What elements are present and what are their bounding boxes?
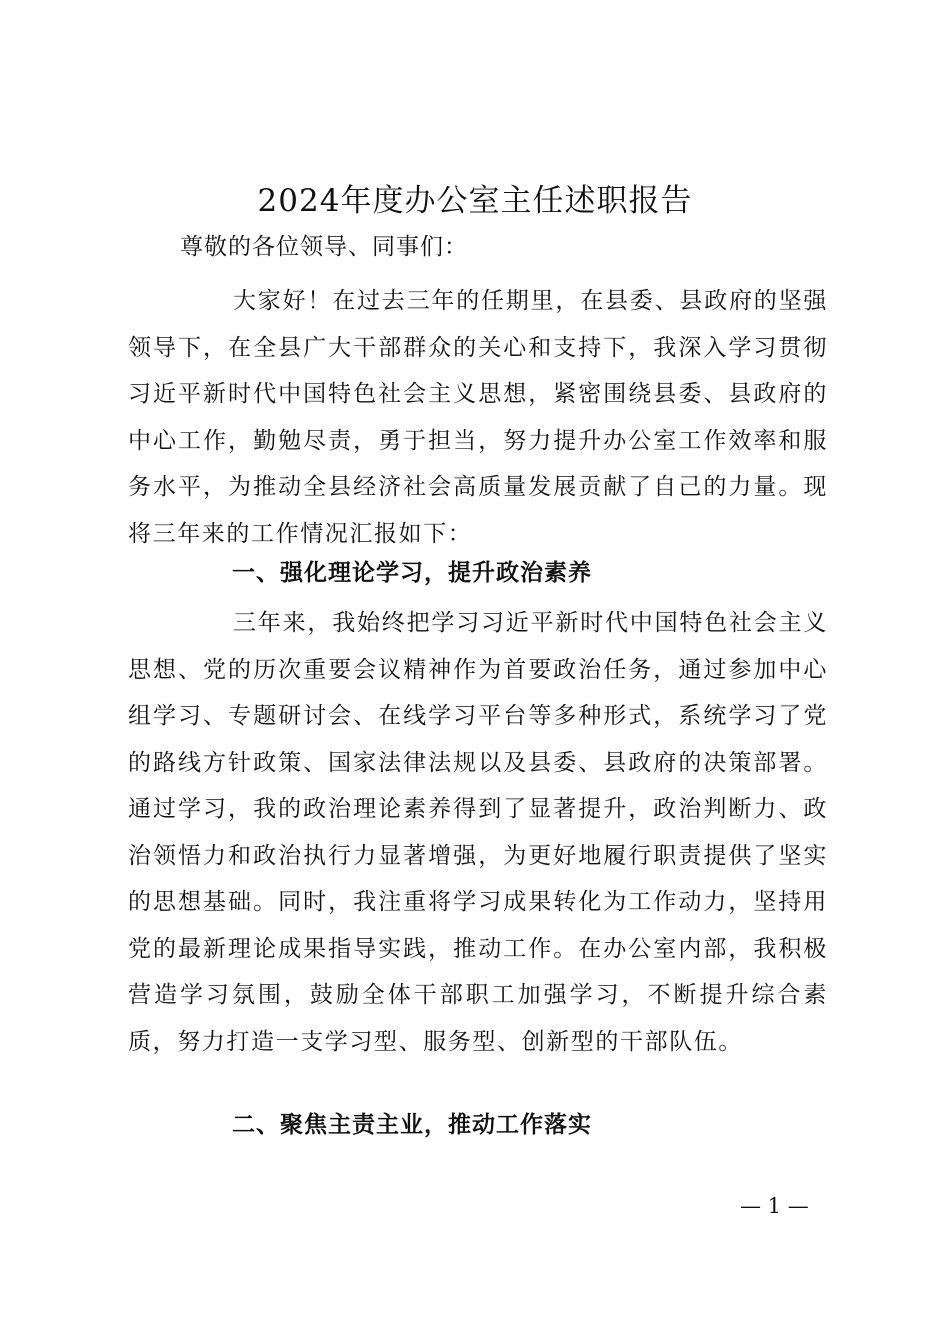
document-title: 2024年度办公室主任述职报告 xyxy=(257,183,693,219)
section-heading-2: 二、聚焦主责主业，推动工作落实 xyxy=(232,1112,592,1138)
section-heading-1: 一、强化理论学习，提升政治素养 xyxy=(232,560,592,586)
section-paragraph-1: 三年来，我始终把学习习近平新时代中国特色社会主义思想、党的历次重要会议精神作为首要政治任务，通过参加中心组学习、专题研讨会、在线学习平台等多种形式，系统学习了党的路线方针政策、国家法律法规以及县委、县政府的决策部署。通过学习，我的政治理论素养得到了显著提升，政治判断力、政治领悟力和政治执行力显著增强，为更好地履行职责提供了坚实的思想基础。同时，我注重将学习成果转化为工作动力，坚持用党的最新理论成果指导实践，推动工作。在办公室内部，我积极营造学习氛围，鼓励全体干部职工加强学习，不断提升综合素质，努力打造一支学习型、服务型、创新型的干部队伍。 xyxy=(128,610,828,1055)
page-number: — 1 — xyxy=(740,1194,809,1218)
salutation: 尊敬的各位领导、同事们： xyxy=(180,234,468,260)
intro-paragraph: 大家好！在过去三年的任期里，在县委、县政府的坚强领导下，在全县广大干部群众的关心和支持下，我深入学习贯彻习近平新时代中国特色社会主义思想，紧密围绕县委、县政府的中心工作，勤勉尽责，勇于担当，努力提升办公室工作效率和服务水平，为推动全县经济社会高质量发展贡献了自己的力量。现将三年来的工作情况汇报如下： xyxy=(128,288,828,547)
